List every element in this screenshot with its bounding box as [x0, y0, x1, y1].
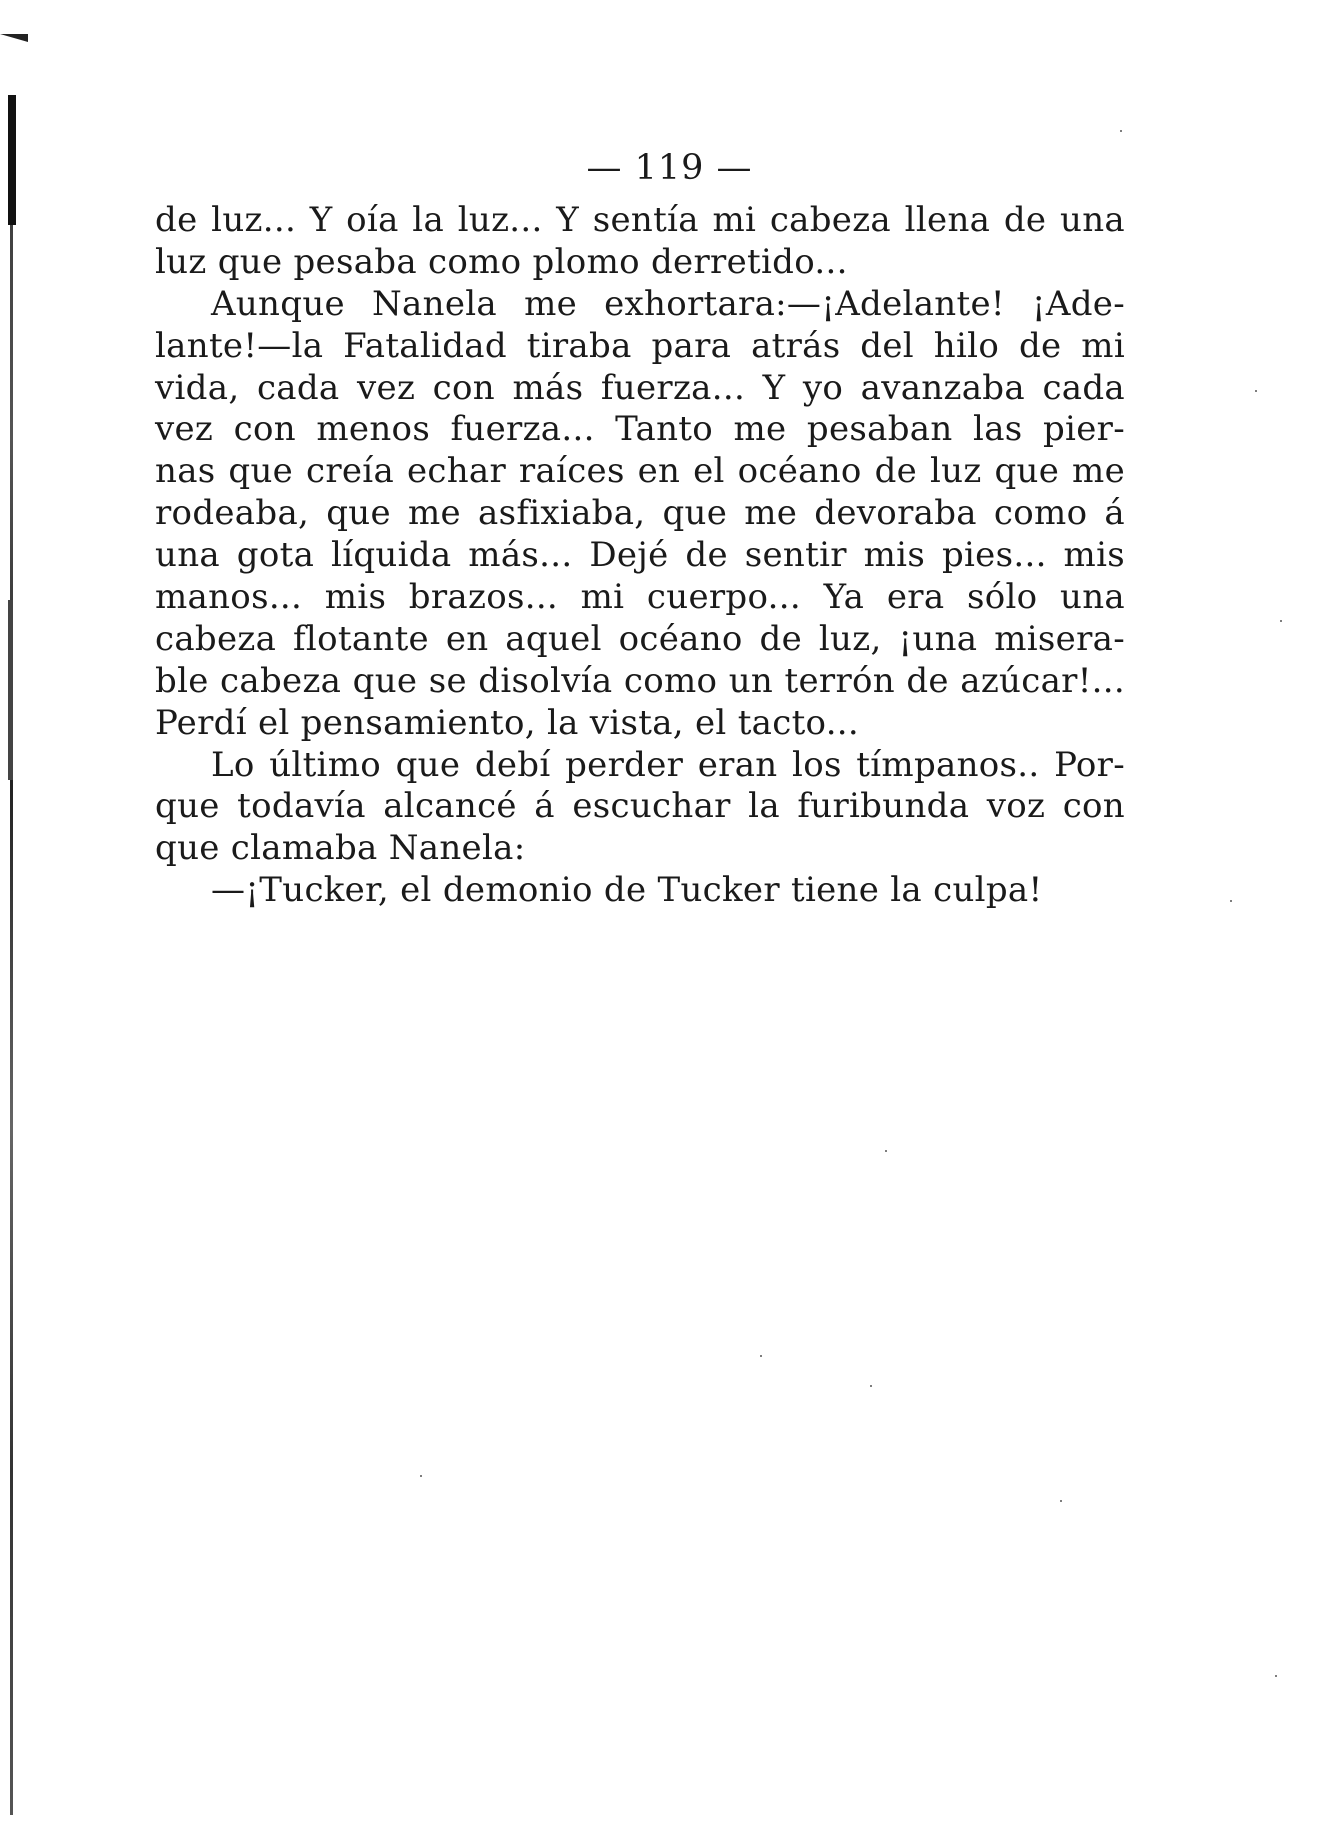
text-line: vida, cada vez con más fuerza... Y yo avanzaba cada [155, 367, 1125, 408]
paper-speck [870, 1385, 872, 1387]
page-gutter-edge [0, 0, 60, 1823]
text-line: que todavía alcancé á escuchar la furibunda voz con [155, 786, 1125, 827]
text-line: lante!—la Fatalidad tiraba para atrás del hilo de mi [155, 325, 1125, 366]
paragraph-start-line: Lo último que debí perder eran los tímpanos.. Por- [211, 744, 1125, 785]
text-line: rodeaba, que me asfixiaba, que me devoraba como á [155, 493, 1125, 534]
margin-mark [0, 34, 28, 42]
binding-edge [10, 95, 13, 1815]
page-number: — 119 — [586, 148, 753, 188]
paper-speck [1230, 900, 1232, 902]
paragraph-start-line: Aunque Nanela me exhortara:—¡Adelante! ¡Ade- [211, 283, 1125, 324]
text-line: luz que pesaba como plomo derretido... [155, 241, 848, 282]
paper-speck [1275, 1675, 1277, 1677]
text-line: nas que creía echar raíces en el océano de luz que me [155, 451, 1125, 492]
text-line: ble cabeza que se disolvía como un terrón de azúcar!... [155, 660, 1125, 701]
body-text [155, 200, 1125, 912]
paper-speck [1280, 620, 1282, 622]
paper-speck [420, 1475, 422, 1477]
paper-speck [885, 1150, 887, 1152]
text-line: Perdí el pensamiento, la vista, el tacto... [155, 702, 860, 743]
text-line: que clamaba Nanela: [155, 828, 526, 869]
paragraph-start-line: —¡Tucker, el demonio de Tucker tiene la culpa! [211, 870, 1043, 911]
text-line: cabeza flotante en aquel océano de luz, ¡una misera- [155, 618, 1125, 659]
text-line: manos... mis brazos... mi cuerpo... Ya era sólo una [155, 577, 1125, 618]
paper-speck [1255, 390, 1257, 392]
text-line: de luz... Y oía la luz... Y sentía mi cabeza llena de una [155, 200, 1125, 240]
paper-speck [760, 1355, 762, 1357]
binding-shadow-mid [8, 600, 13, 780]
text-line: vez con menos fuerza... Tanto me pesaban las pier- [155, 409, 1125, 450]
paper-speck [1120, 130, 1122, 132]
text-line: una gota líquida más... Dejé de sentir mis pies... mis [155, 535, 1125, 576]
paper-speck [1060, 1500, 1062, 1502]
